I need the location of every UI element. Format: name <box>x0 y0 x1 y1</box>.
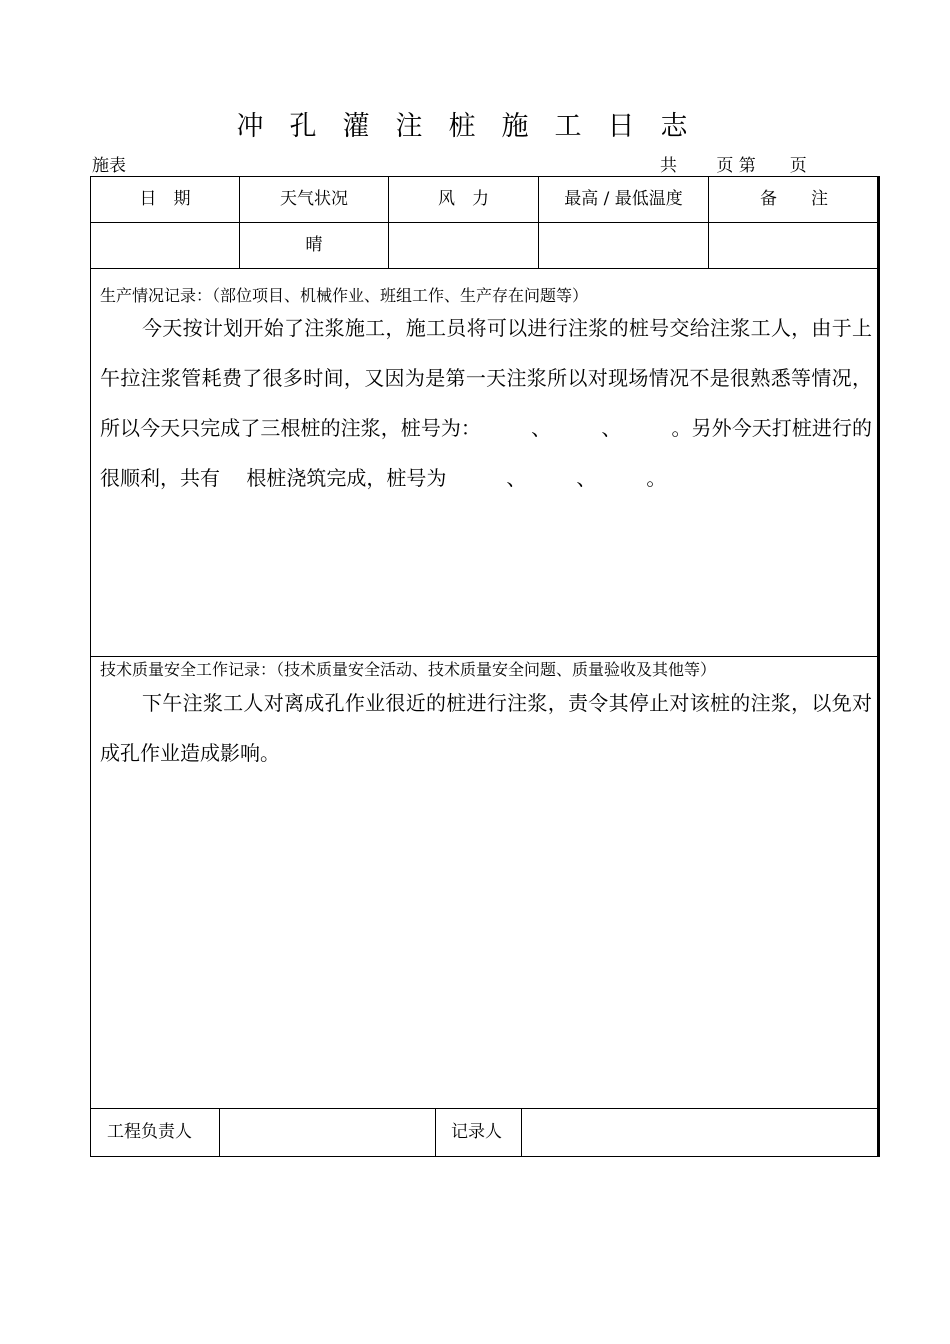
manager-value[interactable] <box>225 1108 430 1156</box>
column-divider <box>521 1108 522 1157</box>
technical-label: 技术质量安全工作记录：（技术质量安全活动、技术质量安全问题、质量验收及其他等） <box>100 660 717 679</box>
header-weather: 天气状况 <box>280 189 348 209</box>
manager-label: 工程负责人 <box>107 1122 192 1142</box>
header-remarks: 备 注 <box>760 189 828 209</box>
column-divider <box>219 1108 220 1157</box>
header-date: 日 期 <box>139 189 191 209</box>
production-label: 生产情况记录：（部位项目、机械作业、班组工作、生产存在问题等） <box>100 286 589 305</box>
technical-text[interactable]: 下午注浆工人对离成孔作业很近的桩进行注浆，责令其停止对该桩的注浆，以免对成孔作业造成影响。 <box>100 691 872 765</box>
row-divider <box>90 268 880 269</box>
production-text[interactable]: 今天按计划开始了注浆施工，施工员将可以进行注浆的桩号交给注浆工人，由于上午拉注浆管耗费了很多时间，又因为是第一天注浆所以对现场情况不是很熟悉等情况，所以今天只完成了三根桩的注浆，桩号为： 、 、 。另外今天打桩进行的很顺利，共有 根桩浇筑完成，桩号为 、 、 。 <box>100 316 872 490</box>
column-divider <box>435 1108 436 1157</box>
value-remarks[interactable] <box>709 222 879 268</box>
document-title: 冲孔灌注桩施工日志 <box>236 111 714 142</box>
header-wind: 风 力 <box>438 189 489 209</box>
value-date[interactable] <box>91 222 239 268</box>
recorder-label: 记录人 <box>451 1122 502 1142</box>
page-count: 共 页 第 页 <box>660 156 807 176</box>
value-weather[interactable]: 晴 <box>305 235 323 255</box>
value-temperature[interactable] <box>539 222 708 268</box>
value-wind[interactable] <box>389 222 538 268</box>
form-code: 施表 <box>92 156 126 176</box>
recorder-value[interactable] <box>527 1108 877 1156</box>
header-temperature: 最高 / 最低温度 <box>564 189 683 209</box>
